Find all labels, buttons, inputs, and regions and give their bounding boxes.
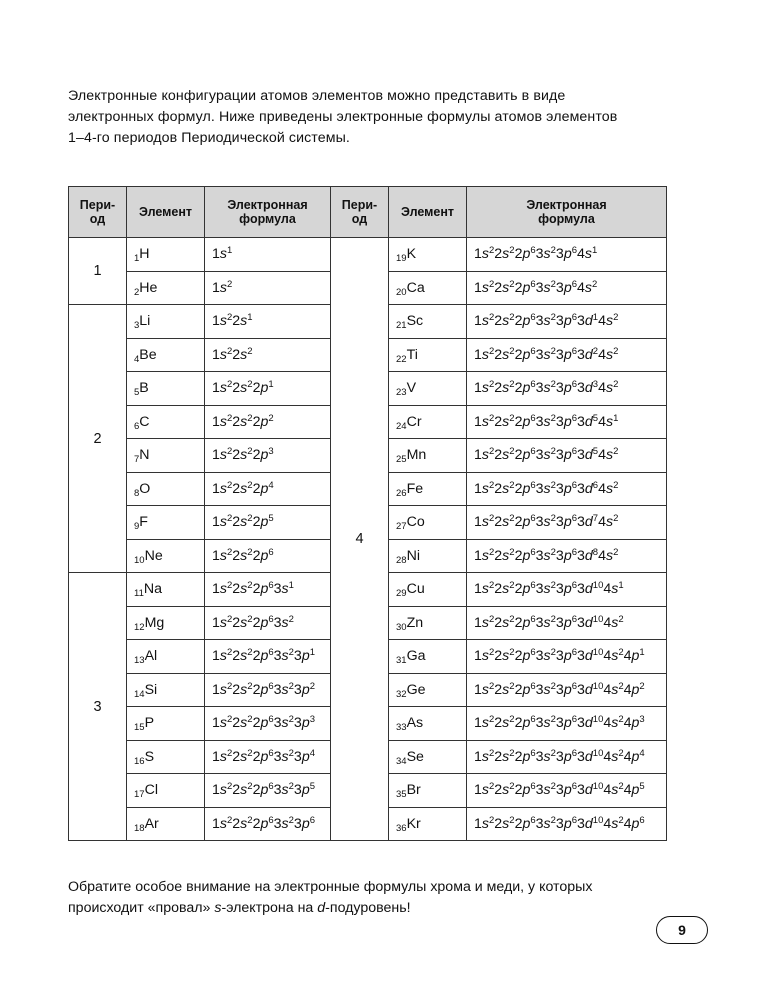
element-cell: $_{31}$Ga bbox=[389, 640, 467, 674]
formula-cell: $1s^22s^22p^63s^23p^63d^{10}4s^1$ bbox=[467, 573, 667, 607]
outro-paragraph bbox=[68, 877, 668, 919]
element-cell: $_5$B bbox=[127, 372, 205, 406]
element-cell: $_3$Li bbox=[127, 305, 205, 339]
formula-cell: $1s^22s^22p^63s^23p^63d^24s^2$ bbox=[467, 338, 667, 372]
element-cell: $_{27}$Co bbox=[389, 506, 467, 540]
formula-cell: $1s^22s^22p^63s^23p^63d^{10}4s^24p^1$ bbox=[467, 640, 667, 674]
formula-cell: $1s^22s^22p^63s^23p^64s^2$ bbox=[467, 271, 667, 305]
element-cell: $_{17}$Cl bbox=[127, 774, 205, 808]
element-cell: $_9$F bbox=[127, 506, 205, 540]
element-cell: $_2$He bbox=[127, 271, 205, 305]
element-cell: $_{22}$Ti bbox=[389, 338, 467, 372]
element-cell: $_4$Be bbox=[127, 338, 205, 372]
formula-cell: $1s^22s^22p^63s^23p^63d^84s^2$ bbox=[467, 539, 667, 573]
table-header-row bbox=[69, 187, 667, 238]
element-cell: $_{16}$S bbox=[127, 740, 205, 774]
formula-cell: $1s^22s^22p^63s^23p^3$ bbox=[205, 707, 331, 741]
formula-cell: $1s^22s^22p^63s^23p^1$ bbox=[205, 640, 331, 674]
formula-cell: $1s^22s^22p^63s^23p^63d^14s^2$ bbox=[467, 305, 667, 339]
formula-cell: $1s^22s^22p^63s^23p^63d^34s^2$ bbox=[467, 372, 667, 406]
element-cell: $_{15}$P bbox=[127, 707, 205, 741]
intro-line: Электронные конфигурации атомов элементов можно представить в виде bbox=[68, 88, 566, 104]
element-cell: $_8$O bbox=[127, 472, 205, 506]
element-cell: $_{25}$Mn bbox=[389, 439, 467, 473]
element-cell: $_7$N bbox=[127, 439, 205, 473]
formula-cell: $1s^22s^22p^63s^23p^5$ bbox=[205, 774, 331, 808]
formula-cell: $1s^22s^22p^63s^23p^63d^{10}4s^24p^3$ bbox=[467, 707, 667, 741]
formula-cell: $1s^22s^22p^63s^23p^63d^{10}4s^24p^5$ bbox=[467, 774, 667, 808]
formula-cell: $1s^22s^22p^3$ bbox=[205, 439, 331, 473]
formula-cell: $1s^22s^22p^63s^23p^63d^54s^1$ bbox=[467, 405, 667, 439]
element-cell: $_{11}$Na bbox=[127, 573, 205, 607]
element-cell: $_{35}$Br bbox=[389, 774, 467, 808]
element-cell: $_{32}$Ge bbox=[389, 673, 467, 707]
formula-cell: $1s^22s^22p^63s^23p^63d^74s^2$ bbox=[467, 506, 667, 540]
period-cell: 1 bbox=[69, 238, 127, 305]
intro-paragraph bbox=[68, 86, 668, 149]
intro-line: 1–4-го периодов Периодической системы. bbox=[68, 130, 350, 146]
header-element: Элемент bbox=[127, 187, 205, 238]
element-cell: $_{29}$Cu bbox=[389, 573, 467, 607]
intro-line: электронных формул. Ниже приведены электронные формулы атомов элементов bbox=[68, 109, 618, 125]
element-cell: $_{24}$Cr bbox=[389, 405, 467, 439]
period-cell: 3 bbox=[69, 573, 127, 841]
table-row bbox=[69, 238, 667, 272]
element-cell: $_{34}$Se bbox=[389, 740, 467, 774]
element-cell: $_{36}$Kr bbox=[389, 807, 467, 841]
formula-cell: $1s^22s^22p^63s^23p^6$ bbox=[205, 807, 331, 841]
outro-line: Обратите особое внимание на электронные формулы хрома и меди, у которых bbox=[68, 879, 593, 895]
header-formula: Электронная формула bbox=[467, 187, 667, 238]
element-cell: $_{28}$Ni bbox=[389, 539, 467, 573]
element-cell: $_{13}$Al bbox=[127, 640, 205, 674]
formula-cell: $1s^22s^22p^63s^23p^63d^{10}4s^24p^6$ bbox=[467, 807, 667, 841]
formula-cell: $1s^22s^22p^63s^23p^4$ bbox=[205, 740, 331, 774]
formula-cell: $1s^22s^22p^2$ bbox=[205, 405, 331, 439]
formula-cell: $1s^22s^2$ bbox=[205, 338, 331, 372]
element-cell: $_1$H bbox=[127, 238, 205, 272]
header-period: Пери- од bbox=[69, 187, 127, 238]
formula-cell: $1s^22s^22p^63s^23p^64s^1$ bbox=[467, 238, 667, 272]
period-cell: 2 bbox=[69, 305, 127, 573]
element-cell: $_{14}$Si bbox=[127, 673, 205, 707]
formula-cell: $1s^22s^22p^63s^23p^63d^54s^2$ bbox=[467, 439, 667, 473]
formula-cell: $1s^22s^22p^6$ bbox=[205, 539, 331, 573]
formula-cell: $1s^22s^1$ bbox=[205, 305, 331, 339]
electron-config-table bbox=[68, 186, 666, 841]
element-cell: $_{23}$V bbox=[389, 372, 467, 406]
element-cell: $_{20}$Ca bbox=[389, 271, 467, 305]
outro-line: происходит «провал» s-электрона на d-подуровень! bbox=[68, 900, 411, 916]
formula-cell: $1s^22s^22p^63s^23p^63d^64s^2$ bbox=[467, 472, 667, 506]
element-cell: $_{26}$Fe bbox=[389, 472, 467, 506]
element-cell: $_{33}$As bbox=[389, 707, 467, 741]
formula-cell: $1s^2$ bbox=[205, 271, 331, 305]
page-number: 9 bbox=[656, 916, 708, 944]
formula-cell: $1s^22s^22p^63s^23p^2$ bbox=[205, 673, 331, 707]
formula-cell: $1s^1$ bbox=[205, 238, 331, 272]
formula-cell: $1s^22s^22p^63s^2$ bbox=[205, 606, 331, 640]
formula-cell: $1s^22s^22p^63s^23p^63d^{10}4s^24p^4$ bbox=[467, 740, 667, 774]
element-cell: $_{21}$Sc bbox=[389, 305, 467, 339]
element-cell: $_{10}$Ne bbox=[127, 539, 205, 573]
formula-cell: $1s^22s^22p^1$ bbox=[205, 372, 331, 406]
formula-cell: $1s^22s^22p^63s^1$ bbox=[205, 573, 331, 607]
header-element: Элемент bbox=[389, 187, 467, 238]
element-cell: $_{18}$Ar bbox=[127, 807, 205, 841]
element-cell: $_{12}$Mg bbox=[127, 606, 205, 640]
element-cell: $_{30}$Zn bbox=[389, 606, 467, 640]
formula-cell: $1s^22s^22p^63s^23p^63d^{10}4s^24p^2$ bbox=[467, 673, 667, 707]
formula-cell: $1s^22s^22p^5$ bbox=[205, 506, 331, 540]
element-cell: $_{19}$K bbox=[389, 238, 467, 272]
formula-cell: $1s^22s^22p^4$ bbox=[205, 472, 331, 506]
element-cell: $_6$C bbox=[127, 405, 205, 439]
period-cell: 4 bbox=[331, 238, 389, 841]
header-period: Пери- од bbox=[331, 187, 389, 238]
header-formula: Электронная формула bbox=[205, 187, 331, 238]
formula-cell: $1s^22s^22p^63s^23p^63d^{10}4s^2$ bbox=[467, 606, 667, 640]
